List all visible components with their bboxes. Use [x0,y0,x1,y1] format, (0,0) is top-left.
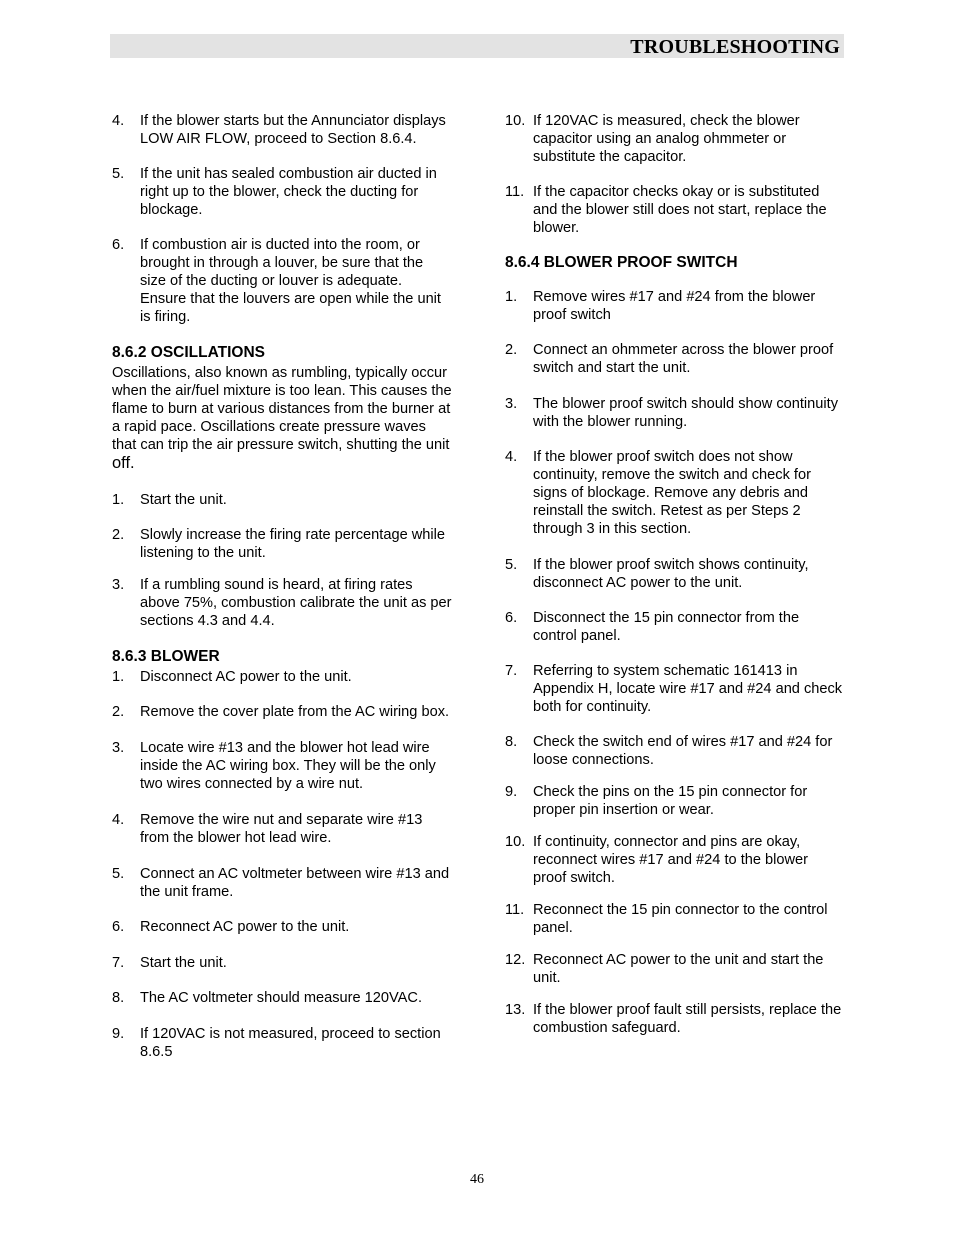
list-item [505,951,845,987]
item-text: If combustion air is ducted into the room, or brought in through a louver, be sure that the size of the ducting or louver is adequate. Ensure that the louvers are open while the unit is firing. [140,237,441,325]
item-text: Reconnect AC power to the unit and start the unit. [533,952,824,986]
item-number: 6. [112,919,125,935]
item-text: If continuity, connector and pins are okay, reconnect wires #17 and #24 to the blower proof switch. [533,834,809,886]
item-number: 3. [112,740,125,756]
list-item [505,112,845,166]
item-number: 9. [112,1026,125,1042]
item-text: Reconnect AC power to the unit. [140,919,350,935]
list-item [112,1025,452,1061]
item-text: If the blower proof switch does not show continuity, remove the switch and check for signs of blockage. Remove any debris and reinstall the switch. Retest as per Steps 2 through 3 in this section. [533,449,811,537]
item-text: If the capacitor checks okay or is substituted and the blower still does not start, replace the blower. [533,184,827,236]
item-text: Check the pins on the 15 pin connector for proper pin insertion or wear. [533,784,808,818]
item-number: 4. [505,449,518,465]
list-item [112,989,452,1007]
item-text: Start the unit. [140,492,227,508]
page-number: 46 [470,1172,484,1187]
list-item [505,556,845,592]
item-number: 6. [112,237,125,253]
item-text: Locate wire #13 and the blower hot lead wire inside the AC wiring box. They will be the only two wires connected by a wire nut. [140,740,436,792]
item-number: 10. [505,113,526,129]
oscillations-paragraph [112,364,452,473]
list-item [112,526,452,562]
list-item [112,739,452,793]
section-heading-blower: 8.6.3 BLOWER [112,648,220,665]
oscillations-text: Oscillations, also known as rumbling, typically occur when the air/fuel mixture is too lean. This causes the flame to burn at various distances from the burner at a rapid pace. Oscillations create pressure waves that can trip the air pressure switch, shutting the unit [112,365,452,453]
item-text: Start the unit. [140,955,227,971]
list-item [112,165,452,219]
list-item [505,662,845,716]
section-heading-blower-proof-switch: 8.6.4 BLOWER PROOF SWITCH [505,254,738,271]
item-text: Connect an AC voltmeter between wire #13 and the unit frame. [140,866,450,900]
item-number: 7. [505,663,518,679]
item-number: 10. [505,834,526,850]
list-item [505,783,845,819]
item-text: Check the switch end of wires #17 and #24 for loose connections. [533,734,833,768]
item-text: If the blower proof switch shows continuity, disconnect AC power to the unit. [533,557,809,591]
item-text: Remove wires #17 and #24 from the blower proof switch [533,289,816,323]
list-item [112,236,452,326]
item-number: 11. [505,184,525,200]
item-text: Slowly increase the firing rate percentage while listening to the unit. [140,527,446,561]
item-text: If 120VAC is not measured, proceed to section 8.6.5 [140,1026,441,1060]
list-item [112,703,452,721]
item-text: The AC voltmeter should measure 120VAC. [140,990,423,1006]
item-number: 1. [112,492,125,508]
item-number: 3. [505,396,518,412]
item-number: 4. [112,113,125,129]
list-item [505,901,845,937]
item-number: 1. [112,669,125,685]
item-text: If the blower proof fault still persists, replace the combustion safeguard. [533,1002,842,1036]
item-text: Disconnect the 15 pin connector from the control panel. [533,610,800,644]
item-number: 2. [112,704,125,720]
left-column [112,112,452,1061]
right-column [505,112,845,1037]
list-item [505,183,845,237]
item-text: If the unit has sealed combustion air ducted in right up to the blower, check the ducting for blockage. [140,166,437,218]
list-item [505,341,845,377]
item-text: Connect an ohmmeter across the blower proof switch and start the unit. [533,342,834,376]
item-number: 8. [112,990,125,1006]
list-item [505,733,845,769]
list-item [112,576,452,630]
item-number: 2. [505,342,518,358]
list-item [505,288,845,324]
item-text: Disconnect AC power to the unit. [140,669,352,685]
list-item [112,811,452,847]
oscillations-text-end: off. [112,454,135,472]
list-item [505,395,845,431]
page-title: TROUBLESHOOTING [630,36,840,58]
list-item [112,112,452,148]
item-text: Reconnect the 15 pin connector to the control panel. [533,902,828,936]
item-number: 8. [505,734,518,750]
list-item [505,609,845,645]
item-text: If the blower starts but the Annunciator displays LOW AIR FLOW, proceed to Section 8.6.4. [140,113,446,147]
item-text: Remove the wire nut and separate wire #13 from the blower hot lead wire. [140,812,423,846]
list-item [505,1001,845,1037]
section-heading-oscillations: 8.6.2 OSCILLATIONS [112,344,266,361]
item-number: 4. [112,812,125,828]
list-item [112,491,452,509]
item-number: 13. [505,1002,526,1018]
list-item [112,918,452,936]
item-text: If 120VAC is measured, check the blower capacitor using an analog ohmmeter or substitute the capacitor. [533,113,800,165]
list-item [112,865,452,901]
item-number: 12. [505,952,526,968]
item-number: 7. [112,955,125,971]
item-number: 5. [112,866,125,882]
list-item [505,448,845,538]
item-number: 6. [505,610,518,626]
item-text: If a rumbling sound is heard, at firing rates above 75%, combustion calibrate the unit as per sections 4.3 and 4.4. [140,577,452,629]
item-text: Remove the cover plate from the AC wiring box. [140,704,450,720]
item-number: 5. [505,557,518,573]
item-number: 11. [505,902,525,918]
list-item [112,668,452,686]
item-number: 9. [505,784,518,800]
list-item [112,954,452,972]
item-text: Referring to system schematic 161413 in Appendix H, locate wire #17 and #24 and check both for continuity. [533,663,843,715]
item-number: 5. [112,166,125,182]
item-number: 1. [505,289,518,305]
item-number: 2. [112,527,125,543]
header-bar [110,34,844,58]
list-item [505,833,845,887]
item-number: 3. [112,577,125,593]
item-text: The blower proof switch should show continuity with the blower running. [533,396,839,430]
